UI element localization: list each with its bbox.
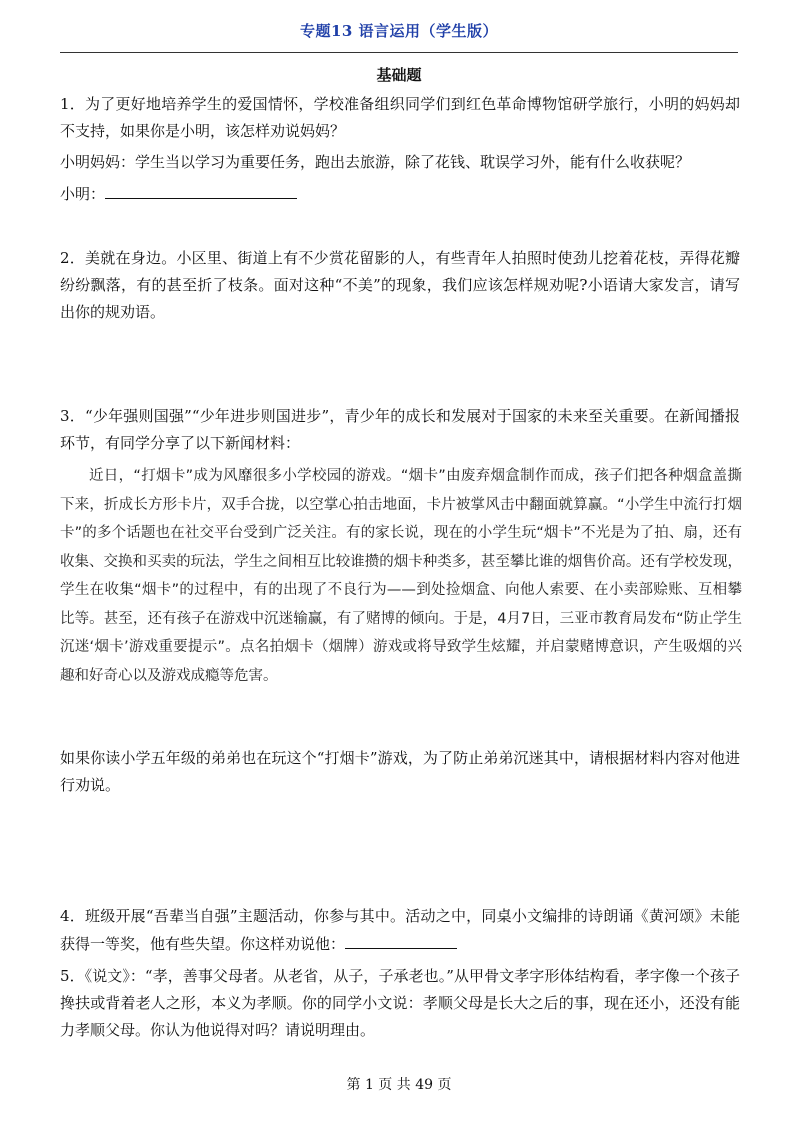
news-material [60,462,742,690]
question-3-prompt: 如果你读小学五年级的弟弟也在玩这个“打烟卡”游戏，为了防止弟弟沉迷其中，请根据材料内容对他进行劝说。 [60,749,740,794]
question-1-dialog: 小明妈妈：学生当以学习为重要任务，跑出去旅游，除了花钱、耽误学习外，能有什么收获呢？ [60,153,691,171]
question-1-answer-label: 小明： [60,185,106,203]
question-2 [60,245,740,326]
page-footer: 第 1 页 共 49 页 [346,1077,452,1093]
question-5-text: 5．《说文》：“孝，善事父母者。从老省，从子，子承老也。”从甲骨文孝字形体结构看，孝字像一个孩子搀扶或背着老人之形，本义为孝顺。你的同学小文说：孝顺父母是长大之后的事，现在还小，还没有能力孝顺父母。你认为他说得对吗？请说明理由。 [60,967,740,1039]
news-material-text: 近日，“打烟卡”成为风靡很多小学校园的游戏。“烟卡”由废弃烟盒制作而成，孩子们把各种烟盒盖撕下来，折成长方形卡片，双手合拢，以空掌心拍击地面，卡片被掌风击中翻面就算赢。“小学生中流行打烟卡”的多个话题也在社交平台受到广泛关注。有的家长说，现在的小学生玩“烟卡”不光是为了拍、扇，还有收集、交换和买卖的玩法，学生之间相互比较谁攒的烟卡种类多，甚至攀比谁的烟售价高。还有学校发现，学生在收集“烟卡”的过程中，有的出现了不良行为——到处捡烟盒、向他人索要、在小卖部赊账、互相攀比等。甚至，还有孩子在游戏中沉迷输赢，有了赌博的倾向。于是，4月7日，三亚市教育局发布“防止学生沉迷‘烟卡’游戏重要提示”。点名拍烟卡（烟牌）游戏或将导致学生炫耀，并启蒙赌博意识，产生吸烟的兴趣和好奇心以及游戏成瘾等危害。 [60,468,742,684]
answer-blank[interactable] [105,180,297,199]
page-header-title: 专题13 语言运用（学生版） [299,22,499,40]
question-3 [60,403,740,457]
question-3-prompt-block [60,745,740,799]
answer-blank[interactable] [345,930,457,949]
question-1-text: 1．为了更好地培养学生的爱国情怀，学校准备组织同学们到红色革命博物馆研学旅行，小明的妈妈却不支持，如果你是小明，该怎样劝说妈妈？ [60,95,740,140]
question-4 [60,903,740,958]
question-5 [60,963,740,1044]
question-1 [60,91,740,208]
question-2-text: 2．美就在身边。小区里、街道上有不少赏花留影的人，有些青年人拍照时使劲儿挖着花枝，弄得花瓣纷纷飘落，有的甚至折了枝条。面对这种“不美”的现象，我们应该怎样规劝呢?小语请大家发言，请写出你的规劝语。 [60,249,740,321]
section-title: 基础题 [376,66,422,84]
question-3-text: 3．“少年强则国强”“少年进步则国进步”，青少年的成长和发展对于国家的未来至关重要。在新闻播报环节，有同学分享了以下新闻材料： [60,407,740,452]
question-4-text: 4．班级开展“吾辈当自强”主题活动，你参与其中。活动之中，同桌小文编排的诗朗诵《黄河颂》未能获得一等奖，他有些失望。你这样劝说他： [60,907,740,953]
header-divider [60,52,738,53]
